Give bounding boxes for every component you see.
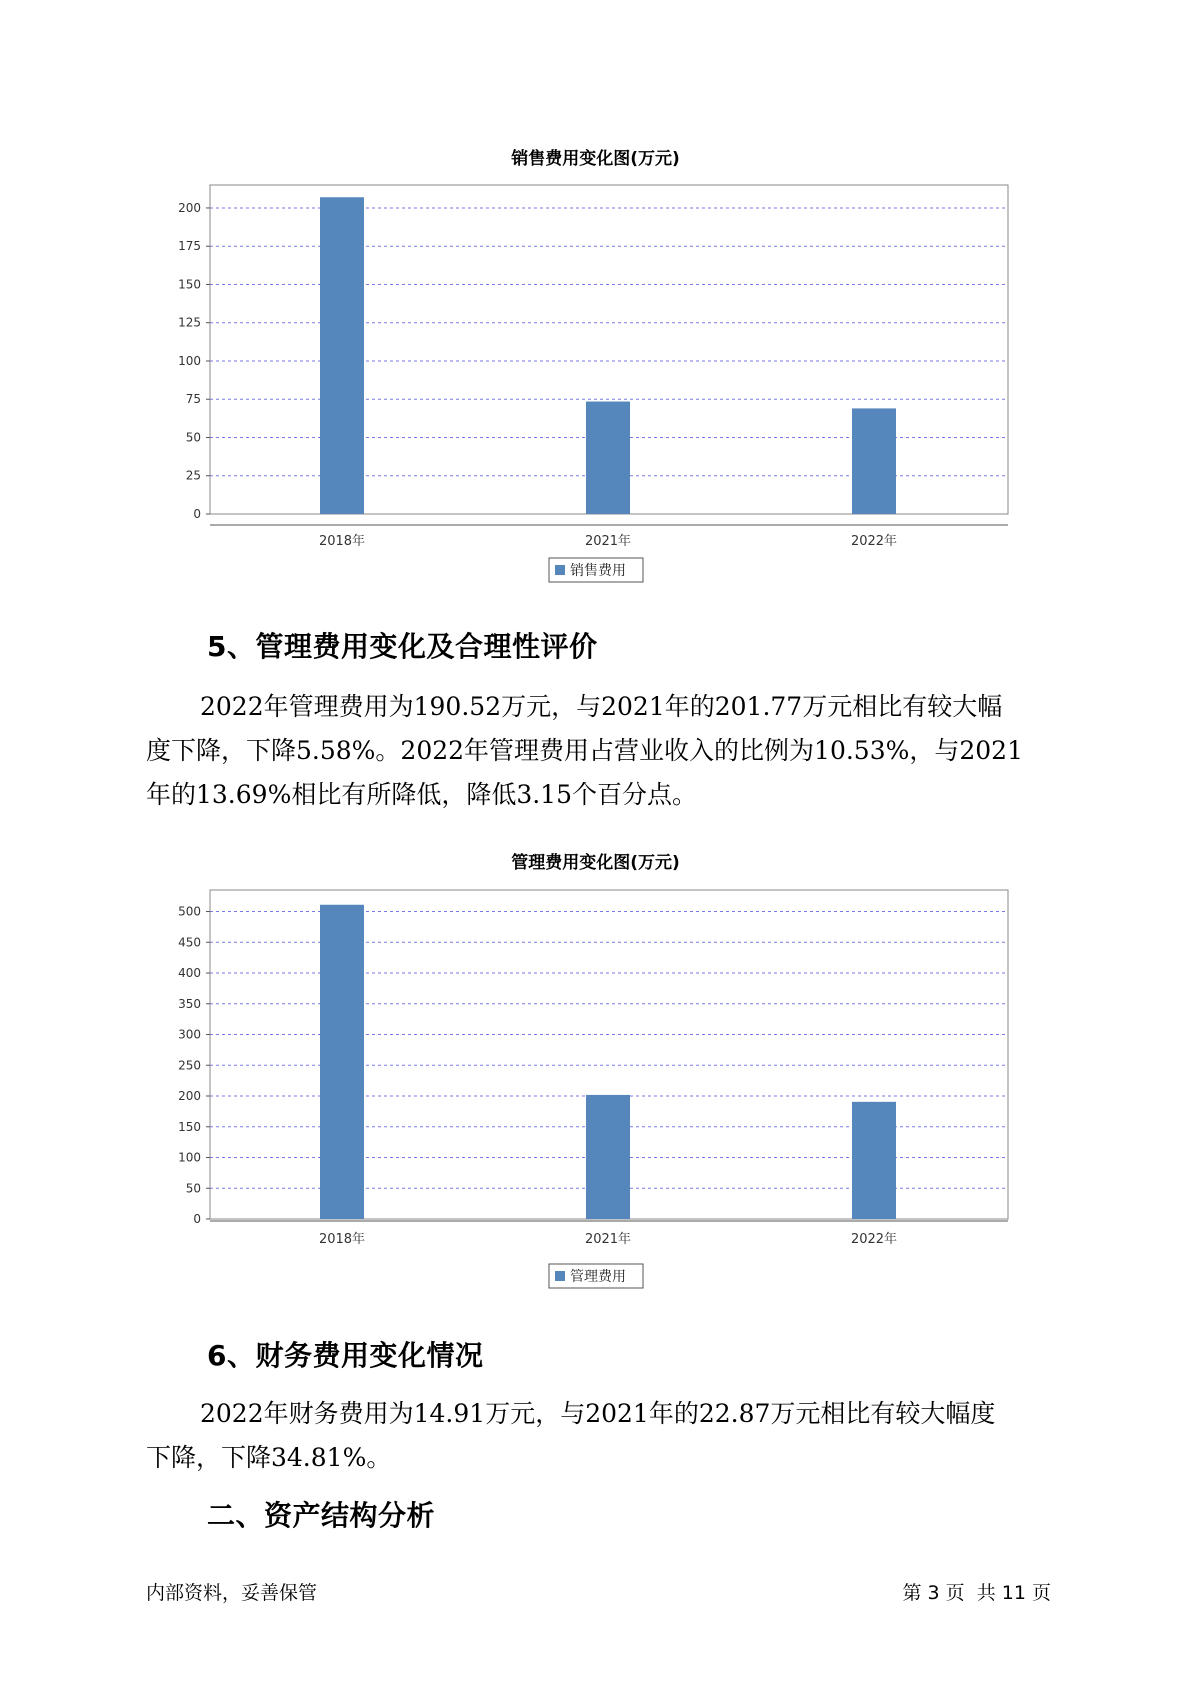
y-tick-label: 350 — [178, 996, 201, 1011]
bar — [320, 905, 364, 1219]
y-tick-label: 400 — [178, 966, 201, 981]
y-tick-label: 125 — [178, 315, 201, 330]
paragraph-line: 2022年管理费用为190.52万元，与2021年的201.77万元相比有较大幅 — [200, 692, 1003, 721]
y-tick-label: 0 — [193, 1212, 201, 1226]
y-tick-label: 150 — [178, 277, 201, 292]
y-tick-label: 300 — [178, 1027, 201, 1042]
y-tick-label: 50 — [185, 430, 201, 445]
x-tick-label: 2021年 — [584, 1232, 632, 1247]
y-tick-label: 250 — [178, 1058, 201, 1073]
y-tick-label: 100 — [178, 1150, 201, 1165]
paragraph-line: 度下降，下降5.58%。2022年管理费用占营业收入的比例为10.53%，与2021 — [146, 736, 1023, 765]
asset-structure-heading: 二、资产结构分析 — [207, 1499, 436, 1532]
y-tick-label: 75 — [185, 392, 201, 407]
x-tick-label: 2018年 — [318, 1232, 366, 1247]
x-tick-label: 2022年 — [850, 534, 898, 549]
y-tick-label: 100 — [178, 353, 201, 368]
section-6-heading: 6、财务费用变化情况 — [207, 1339, 484, 1372]
legend-swatch — [555, 1271, 565, 1281]
paragraph-line: 2022年财务费用为14.91万元，与2021年的22.87万元相比有较大幅度 — [200, 1399, 996, 1428]
y-tick-label: 500 — [178, 904, 201, 919]
y-tick-label: 200 — [178, 1089, 201, 1104]
y-tick-label: 0 — [193, 507, 201, 521]
y-tick-label: 150 — [178, 1119, 201, 1134]
x-tick-label: 2021年 — [584, 534, 632, 549]
section-5-heading: 5、管理费用变化及合理性评价 — [207, 630, 598, 663]
y-tick-label: 25 — [185, 468, 201, 483]
bar — [852, 1102, 896, 1219]
chart-title-admin: 管理费用变化图(万元) — [511, 853, 680, 873]
footer-confidential: 内部资料，妥善保管 — [146, 1582, 318, 1604]
x-tick-label: 2022年 — [850, 1232, 898, 1247]
section-6-paragraph — [146, 1392, 1046, 1480]
chart-title-sales: 销售费用变化图(万元) — [511, 149, 680, 169]
x-tick-label: 2018年 — [318, 534, 366, 549]
paragraph-line: 年的13.69%相比有所降低，降低3.15个百分点。 — [146, 780, 697, 809]
y-tick-label: 50 — [185, 1181, 201, 1196]
footer-page-number: 第 3 页 共 11 页 — [902, 1582, 1051, 1604]
y-tick-label: 175 — [178, 239, 201, 254]
paragraph-line: 下降，下降34.81%。 — [146, 1443, 392, 1472]
legend-label: 管理费用 — [570, 1269, 626, 1285]
bar — [586, 1095, 630, 1219]
y-tick-label: 200 — [178, 200, 201, 215]
y-tick-label: 450 — [178, 935, 201, 950]
legend-label: 销售费用 — [570, 563, 626, 579]
